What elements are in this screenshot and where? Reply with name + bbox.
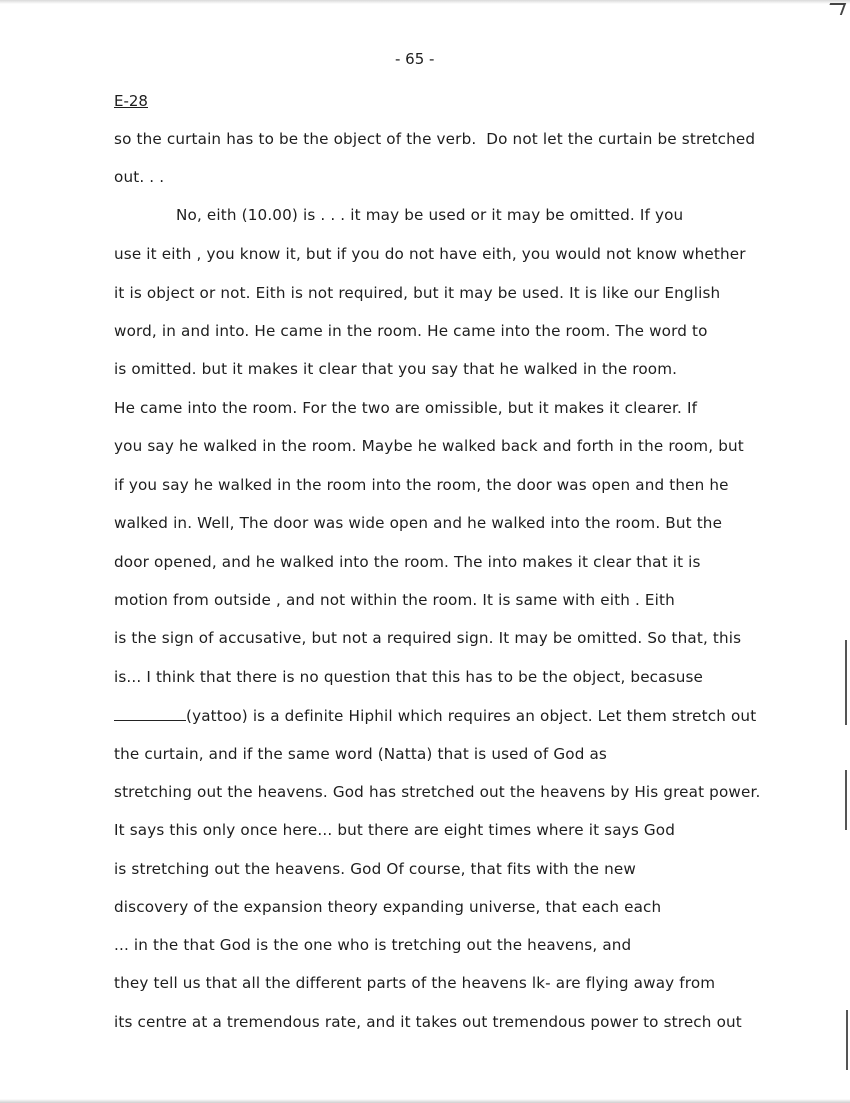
text-line: walked in. Well, The door was wide open and he walked into the room. But the	[114, 514, 723, 532]
margin-mark	[845, 640, 847, 725]
text-line-content: (yattoo) is a definite Hiphil which requires an object. Let them stretch out	[186, 707, 757, 725]
margin-mark	[845, 770, 847, 830]
text-line: so the curtain has to be the object of the verb. Do not let the curtain be stretched	[114, 130, 756, 148]
text-line: motion from outside , and not within the room. It is same with eith . Eith	[114, 591, 675, 609]
text-line: He came into the room. For the two are omissible, but it makes it clearer. If	[114, 399, 698, 417]
fill-in-blank	[114, 719, 186, 721]
text-line: you say he walked in the room. Maybe he walked back and forth in the room, but	[114, 437, 744, 455]
text-line: word, in and into. He came in the room. He came into the room. The word to	[114, 322, 708, 340]
text-line: No, eith (10.00) is . . . it may be used or it may be omitted. If you	[176, 206, 684, 224]
page-top-edge	[0, 0, 850, 4]
text-line: if you say he walked in the room into the room, the door was open and then he	[114, 476, 729, 494]
text-line: discovery of the expansion theory expanding universe, that each each	[114, 898, 662, 916]
text-line: is omitted. but it makes it clear that you say that he walked in the room.	[114, 360, 678, 378]
text-line: is the sign of accusative, but not a required sign. It may be omitted. So that, this	[114, 629, 742, 647]
text-line	[114, 706, 756, 726]
text-line: is... I think that there is no question that this has to be the object, becasuse	[114, 668, 704, 686]
text-line: out. . .	[114, 168, 165, 186]
page-bottom-edge	[0, 1099, 850, 1103]
page-number: - 65 -	[395, 50, 435, 68]
corner-scan-mark	[826, 3, 846, 15]
text-line: the curtain, and if the same word (Natta) that is used of God as	[114, 745, 607, 763]
text-line: it is object or not. Eith is not required, but it may be used. It is like our English	[114, 284, 721, 302]
section-code: E-28	[114, 92, 148, 110]
text-line: stretching out the heavens. God has stretched out the heavens by His great power.	[114, 783, 761, 801]
margin-mark	[846, 1010, 848, 1070]
text-line: door opened, and he walked into the room. The into makes it clear that it is	[114, 553, 701, 571]
text-line: they tell us that all the different parts of the heavens lk- are flying away from	[114, 974, 716, 992]
text-line: It says this only once here... but there are eight times where it says God	[114, 821, 676, 839]
text-line: its centre at a tremendous rate, and it takes out tremendous power to strech out	[114, 1013, 742, 1031]
text-line: ... in the that God is the one who is tretching out the heavens, and	[114, 936, 632, 954]
text-line: is stretching out the heavens. God Of course, that fits with the new	[114, 860, 636, 878]
text-line: use it eith , you know it, but if you do not have eith, you would not know whether	[114, 245, 746, 263]
